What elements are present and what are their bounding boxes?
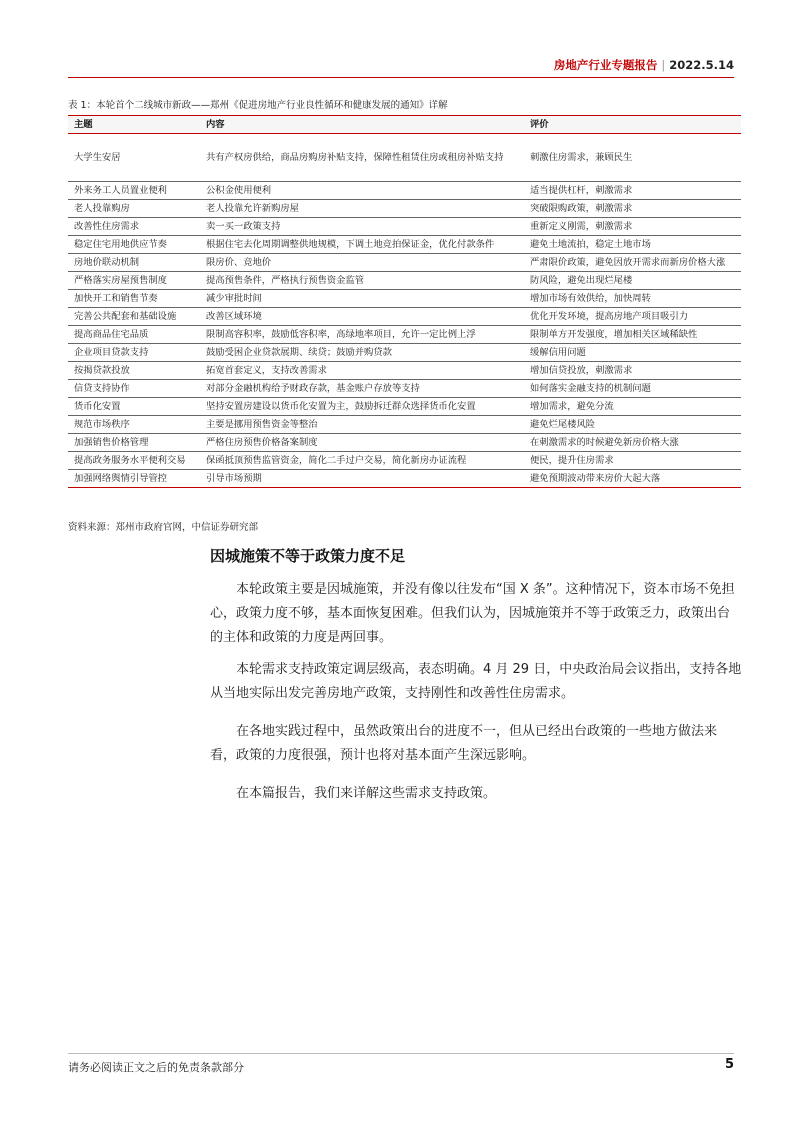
table-row <box>68 290 741 308</box>
evaluation-cell: 便民，提升住房需求 <box>530 455 614 466</box>
table-row <box>68 398 741 416</box>
content-cell: 保函抵顶预售监管资金，简化二手过户交易，简化新房办证流程 <box>206 455 467 466</box>
table-row <box>68 272 741 290</box>
body-paragraph: 本轮需求支持政策定调层级高，表态明确。4 月 29 日，中央政治局会议指出，支持各地从当地实际出发完善房地产政策，支持刚性和改善性住房需求。 <box>210 662 742 701</box>
table-row <box>68 218 741 236</box>
table-row <box>68 236 741 254</box>
table-row <box>68 134 741 182</box>
evaluation-cell: 避免烂尾楼风险 <box>530 419 596 430</box>
topic-cell: 房地价联动机制 <box>74 257 140 268</box>
report-title: 房地产行业专题报告 <box>553 58 658 72</box>
topic-cell: 规范市场秩序 <box>74 419 130 430</box>
page-number: 5 <box>724 1057 734 1072</box>
table-source-note: 资料来源：郑州市政府官网，中信证券研究部 <box>68 522 259 533</box>
content-cell: 老人投靠允许新购房屋 <box>206 203 299 214</box>
topic-cell: 企业项目贷款支持 <box>74 347 149 358</box>
content-cell: 共有产权房供给，商品房购房补贴支持，保障性租赁住房或租房补贴支持 <box>206 152 504 163</box>
evaluation-cell: 刺激住房需求，兼顾民生 <box>530 152 633 163</box>
topic-cell: 改善性住房需求 <box>74 221 140 232</box>
table-row <box>68 416 741 434</box>
content-cell: 引导市场预期 <box>206 473 262 484</box>
evaluation-cell: 避免土地流拍，稳定土地市场 <box>530 239 651 250</box>
content-cell: 提高预售条件，严格执行预售资金监管 <box>206 275 365 286</box>
table-header-row <box>68 116 741 134</box>
evaluation-cell: 严肃限价政策，避免因放开需求而新房价格大涨 <box>530 257 726 268</box>
table-caption: 表 1：本轮首个二线城市新政——郑州《促进房地产行业良性循环和健康发展的通知》详解 <box>68 100 448 111</box>
header-divider <box>68 77 734 78</box>
body-paragraph: 在各地实践过程中，虽然政策出台的进度不一，但从已经出台政策的一些地方做法来看，政策的力度很强，预计也将对基本面产生深远影响。 <box>210 724 718 763</box>
content-cell: 减少审批时间 <box>206 293 262 304</box>
evaluation-cell: 增加需求，避免分流 <box>530 401 614 412</box>
topic-cell: 稳定住宅用地供应节奏 <box>74 239 167 250</box>
footer-divider <box>68 1053 734 1054</box>
evaluation-cell: 突破限购政策，刺激需求 <box>530 203 633 214</box>
topic-cell: 外来务工人员置业便利 <box>74 185 167 196</box>
policy-table <box>68 115 741 488</box>
table-row <box>68 344 741 362</box>
topic-cell: 大学生安居 <box>74 152 121 163</box>
report-date: 2022.5.14 <box>669 58 734 72</box>
table-row <box>68 470 741 488</box>
topic-cell: 加强网络舆情引导管控 <box>74 473 167 484</box>
topic-cell: 严格落实房屋预售制度 <box>74 275 167 286</box>
evaluation-cell: 防风险，避免出现烂尾楼 <box>530 275 633 286</box>
evaluation-cell: 优化开发环境，提高房地产项目吸引力 <box>530 311 689 322</box>
content-cell: 对部分金融机构给予财政存款，基金账户存放等支持 <box>206 383 420 394</box>
evaluation-cell: 增加信贷投放，刺激需求 <box>530 365 633 376</box>
topic-cell: 按揭贷款投放 <box>74 365 130 376</box>
disclaimer-note: 请务必阅读正文之后的免责条款部分 <box>68 1061 244 1074</box>
evaluation-cell: 在刺激需求的时候避免新房价格大涨 <box>530 437 679 448</box>
content-cell: 主要是挪用预售资金等整治 <box>206 419 318 430</box>
table-row <box>68 308 741 326</box>
table-row <box>68 380 741 398</box>
table-row <box>68 182 741 200</box>
topic-cell: 提高政务服务水平便利交易 <box>74 455 186 466</box>
evaluation-cell: 适当提供杠杆，刺激需求 <box>530 185 633 196</box>
evaluation-cell: 缓解信用问题 <box>530 347 586 358</box>
table-row <box>68 200 741 218</box>
content-cell: 严格住房预售价格备案制度 <box>206 437 318 448</box>
section-title: 因城施策不等于政策力度不足 <box>210 547 406 565</box>
table-row <box>68 254 741 272</box>
evaluation-cell: 避免预期波动带来房价大起大落 <box>530 473 661 484</box>
topic-cell: 老人投靠购房 <box>74 203 130 214</box>
header-separator: | <box>661 58 666 72</box>
column-header-evaluation: 评价 <box>530 119 549 130</box>
content-cell: 鼓励受困企业贷款展期、续贷；鼓励并购贷款 <box>206 347 392 358</box>
evaluation-cell: 重新定义刚需，刺激需求 <box>530 221 633 232</box>
column-header-content: 内容 <box>206 119 225 130</box>
table-row <box>68 326 741 344</box>
topic-cell: 加快开工和销售节奏 <box>74 293 158 304</box>
content-cell: 公积金使用便利 <box>206 185 272 196</box>
evaluation-cell: 增加市场有效供给，加快周转 <box>530 293 651 304</box>
table-row <box>68 452 741 470</box>
topic-cell: 完善公共配套和基础设施 <box>74 311 177 322</box>
content-cell: 限制高容积率，鼓励低容积率，高绿地率项目，允许一定比例上浮 <box>206 329 476 340</box>
content-cell: 拓宽首套定义，支持改善需求 <box>206 365 327 376</box>
column-header-topic: 主题 <box>74 119 93 130</box>
evaluation-cell: 限制单方开发强度，增加相关区域稀缺性 <box>530 329 698 340</box>
table-row <box>68 434 741 452</box>
body-paragraph: 本轮政策主要是因城施策，并没有像以往发布“国 X 条”。这种情况下，资本市场不免担心，政策力度不够，基本面恢复困难。但我们认为，因城施策并不等于政策乏力，政策出台的主体和政策的力度是两回事。 <box>210 582 735 645</box>
report-header <box>68 55 734 75</box>
content-cell: 卖一买一政策支持 <box>206 221 281 232</box>
table-row <box>68 362 741 380</box>
content-cell: 限房价、竞地价 <box>206 257 272 268</box>
content-cell: 坚持安置房建设以货币化安置为主，鼓励拆迁群众选择货币化安置 <box>206 401 476 412</box>
content-cell: 改善区域环境 <box>206 311 262 322</box>
topic-cell: 加强销售价格管理 <box>74 437 149 448</box>
content-cell: 根据住宅去化周期调整供地规模，下调土地竞拍保证金，优化付款条件 <box>206 239 495 250</box>
body-paragraph: 在本篇报告，我们来详解这些需求支持政策。 <box>236 786 497 801</box>
topic-cell: 货币化安置 <box>74 401 121 412</box>
topic-cell: 提高商品住宅品质 <box>74 329 149 340</box>
evaluation-cell: 如何落实金融支持的机制问题 <box>530 383 651 394</box>
topic-cell: 信贷支持协作 <box>74 383 130 394</box>
